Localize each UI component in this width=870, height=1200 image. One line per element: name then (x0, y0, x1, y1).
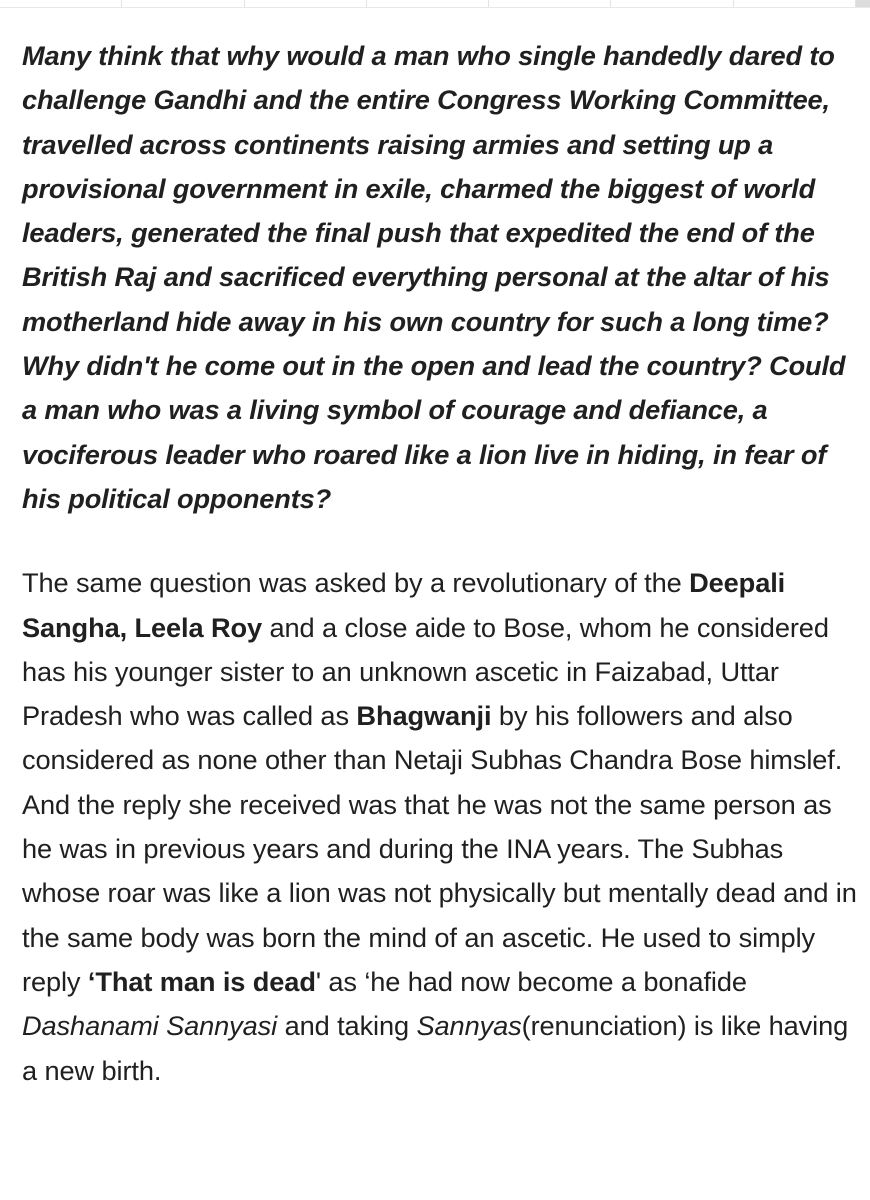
bold-organization-name: Deepali Sangha, Leela Roy (22, 567, 786, 643)
quote-paragraph: Many think that why would a man who single handedly dared to challenge Gandhi and the entire Congress Working Committee, travelled across continents raising armies and setting up a provisional government in exile, charmed the biggest of world leaders, generated the final push that expedited the end of the British Raj and sacrificed everything personal at the altar of his motherland hide away in his own country for such a long time? Why didn't he come out in the open and lead the country? Could a man who was a living symbol of courage and defiance, a vociferous leader who roared like a lion live in hiding, in fear of his political opponents? (22, 40, 846, 514)
italic-term: Sannyas (416, 1010, 522, 1042)
body-text: ' as ‘he had now become a bonafide (315, 965, 747, 997)
strip-cell (734, 0, 856, 7)
top-cutoff-strip (0, 0, 870, 8)
italic-sect-name: Dashanami Sannyasi (22, 1010, 278, 1042)
strip-cell (245, 0, 367, 7)
article-content (22, 34, 858, 1093)
body-text: and taking (277, 1010, 417, 1042)
bold-alias-name: Bhagwanji (356, 700, 492, 732)
body-text: The same question was asked by a revolutionary of the (22, 567, 690, 599)
strip-cell (489, 0, 611, 7)
strip-cell (0, 0, 122, 7)
strip-cell (367, 0, 489, 7)
bold-reply-quote: ‘That man is dead (87, 965, 316, 997)
scrollbar-corner (856, 0, 870, 7)
strip-cell (122, 0, 244, 7)
strip-cell (611, 0, 733, 7)
body-paragraph (22, 561, 858, 1093)
body-text: and a close aide to Bose, whom he considered has his younger sister to an unknown ascetic in Faizabad, Uttar Pradesh who was called as (22, 611, 829, 732)
body-text: by his followers and also considered as none other than Netaji Subhas Chandra Bose himslef. And the reply she received was that he was not the same person as he was in previous years and during the INA years. The Subhas whose roar was like a lion was not physically but mentally dead and in the same body was born the mind of an ascetic. He used to simply reply (22, 700, 857, 997)
body-text: (renunciation) is like having a new birth. (22, 1010, 849, 1086)
